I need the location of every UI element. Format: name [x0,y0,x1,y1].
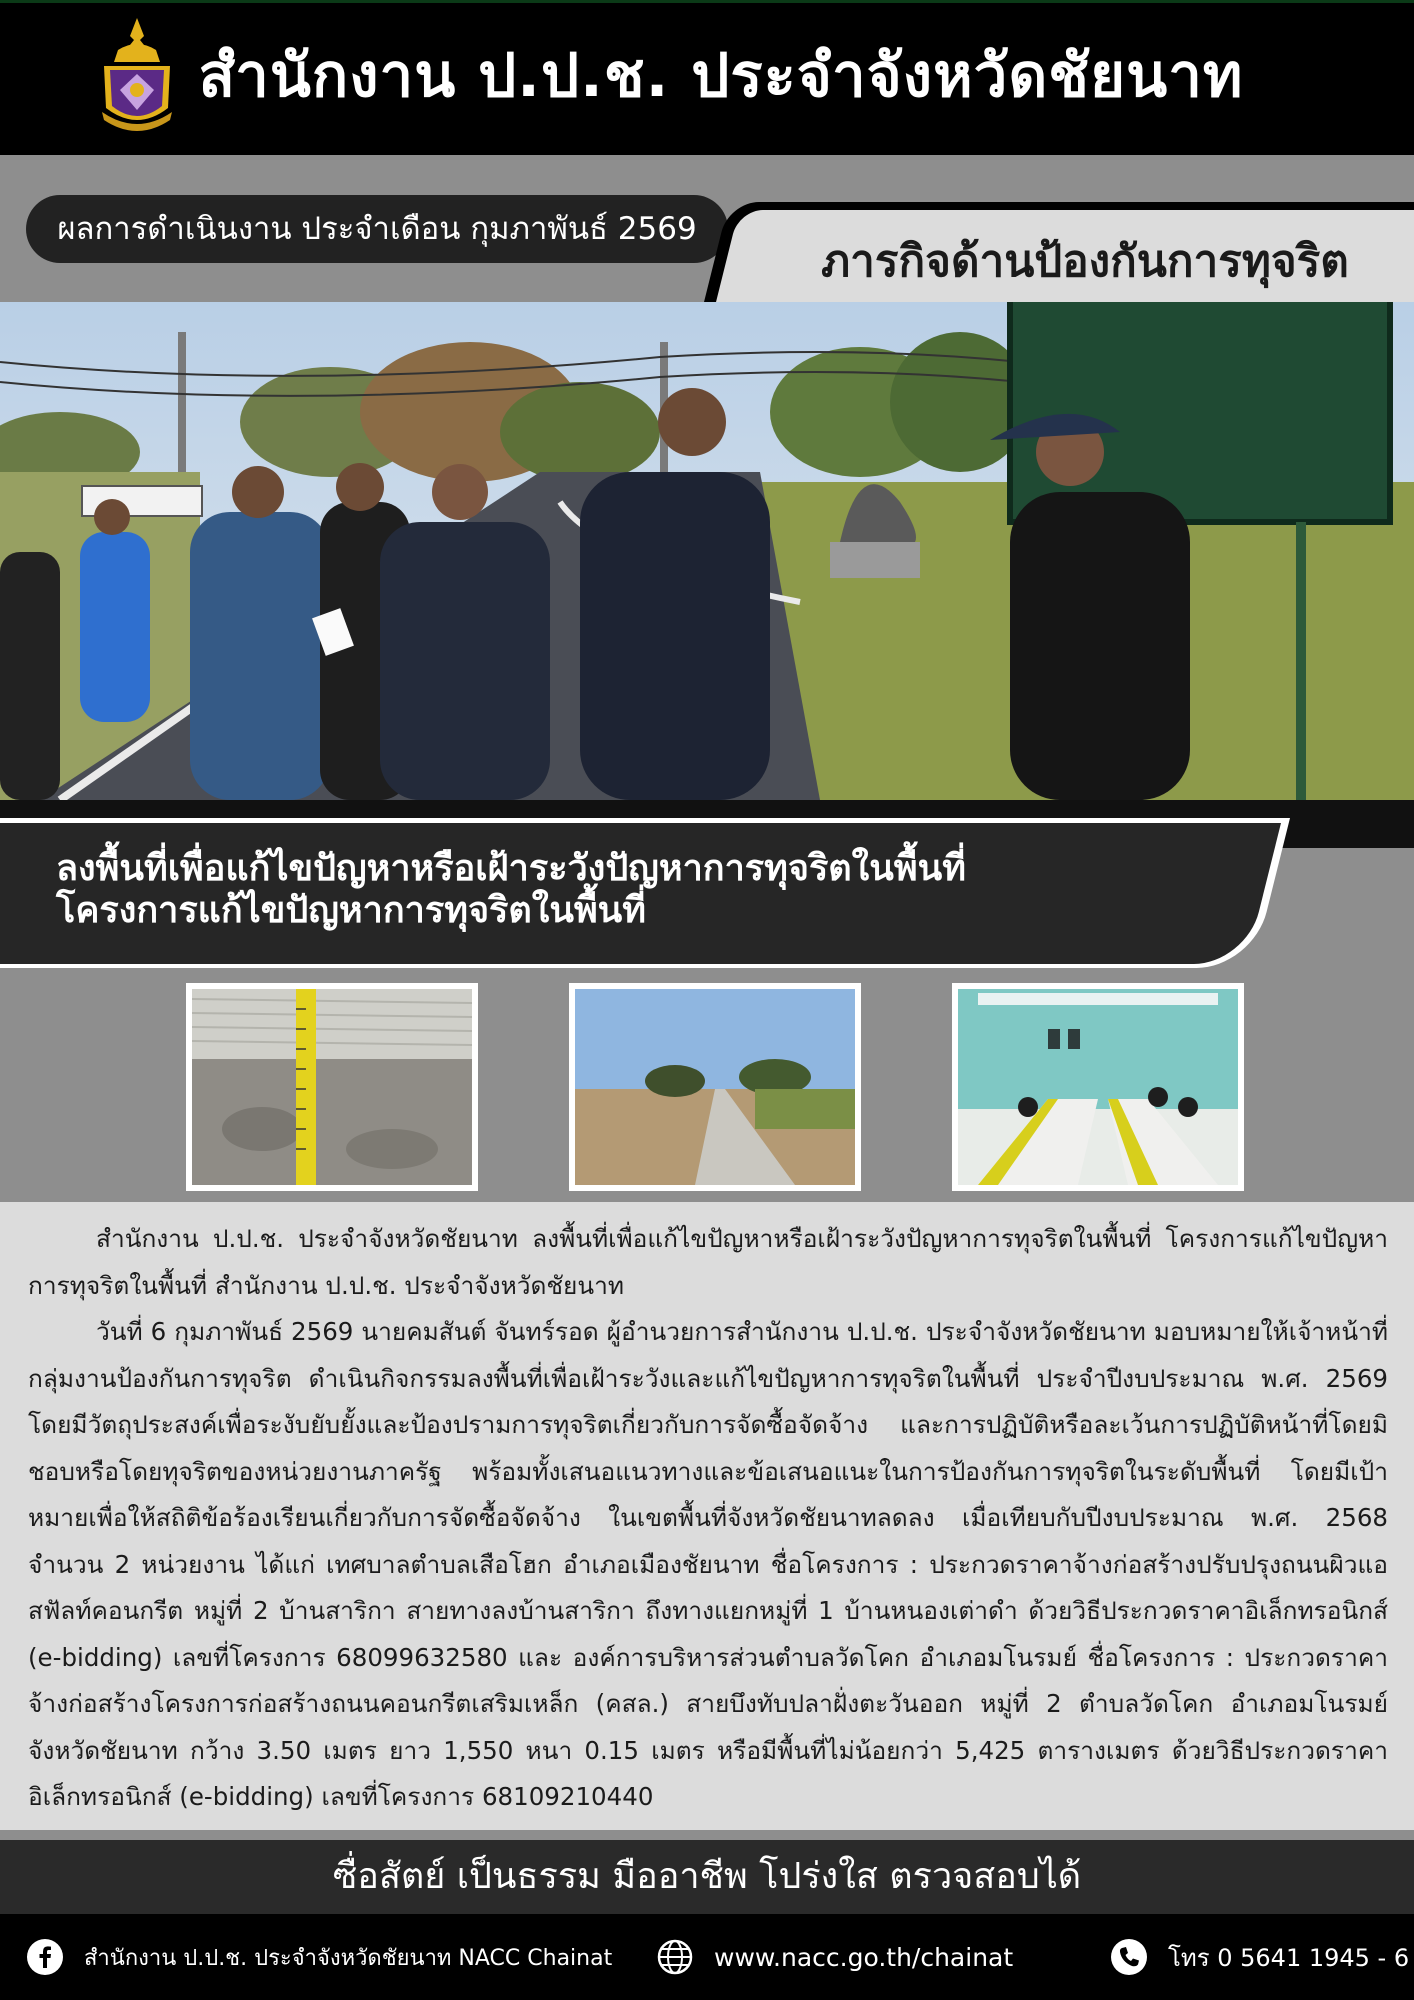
activity-title-line2: โครงการแก้ไขปัญหาการทุจริตในพื้นที่ [56,890,647,932]
footer-website[interactable] [656,1914,1013,2000]
footer-facebook[interactable] [26,1914,612,2000]
facebook-label: สำนักงาน ป.ป.ช. ประจำจังหวัดชัยนาท NACC Chainat [84,1945,613,1971]
activity-title-line1: ลงพื้นที่เพื่อแก้ไขปัญหาหรือเฝ้าระวังปัญหาการทุจริตในพื้นที่ [56,848,966,889]
photo-concrete-road [569,983,861,1191]
footer-phone[interactable] [1110,1914,1409,2000]
photo-concrete-measure [186,983,478,1191]
body-paragraph-2: วันที่ 6 กุมภาพันธ์ 2569 นายคมสันต์ จันทร์รอด ผู้อำนวยการสำนักงาน ป.ป.ช. ประจำจังหวัดชัยนาท มอบหมายให้เจ้าหน้าที่กลุ่มงานป้องกันการทุจริต ดำเนินกิจกรรมลงพื้นที่เพื่อเฝ้าระวังและแก้ไขปัญหาการทุจริตในพื้นที่ ประจำปีงบประมาณ พ.ศ. 2569 โดยมีวัตถุประสงค์เพื่อระงับยับยั้งและป้องปรามการทุจริตเกี่ยวกับการจัดซื้อจัดจ้าง และการปฏิบัติหรือละเว้นการปฏิบัติหน้าที่โดยมิชอบหรือโดยทุจริตของหน่วยงานภาครัฐ พร้อมทั้งเสนอแนวทางและข้อเสนอแนะในการป้องกันการทุจริตในระดับพื้นที่ โดยมีเป้าหมายเพื่อให้สถิติข้อร้องเรียนเกี่ยวกับการจัดซื้อจัดจ้าง ในเขตพื้นที่จังหวัดชัยนาทลดลง เมื่อเทียบกับปีงบประมาณ พ.ศ. 2568 จำนวน 2 หน่วยงาน ได้แก่ เทศบาลตำบลเสือโฮก อำเภอเมืองชัยนาท ชื่อโครงการ : ประกวดราคาจ้างก่อสร้างปรับปรุงถนนผิวแอสฟัลท์คอนกรีต หมู่ที่ 2 บ้านสาริกา สายทางลงบ้านสาริกา ถึงทางแยกหมู่ที่ 1 บ้านหนองเต่าดำ ด้วยวิธีประกวดราคาอิเล็กทรอนิกส์ (e-bidding) เลขที่โครงการ 68099632580 และ องค์การบริหารส่วนตำบลวัดโคก อำเภอมโนรมย์ ชื่อโครงการ : ประกวดราคาจ้างก่อสร้างโครงการก่อสร้างถนนคอนกรีตเสริมเหล็ก (คสล.) สายบึงทับปลาฝั่งตะวันออก หมู่ที่ 2 ตำบลวัดโคก อำเภอมโนรมย์ จังหวัดชัยนาท กว้าง 3.50 เมตร ยาว 1,550 หนา 0.15 เมตร หรือมีพื้นที่ไม่น้อยกว่า 5,425 ตารางเมตร ด้วยวิธีประกวดราคาอิเล็กทรอนิกส์ (e-bidding) เลขที่โครงการ 68109210440 [28,1317,1388,1811]
globe-icon [656,1938,694,1976]
phone-icon [1110,1938,1148,1976]
phone-number: โทร 0 5641 1945 - 6 [1168,1943,1410,1972]
org-title: สำนักงาน ป.ป.ช. ประจำจังหวัดชัยนาท [198,41,1244,111]
hero-photo [0,302,1414,800]
slogan-bar: ซื่อสัตย์ เป็นธรรม มืออาชีพ โปร่งใส ตรวจสอบได้ [0,1840,1414,1914]
body-paragraph-1: สำนักงาน ป.ป.ช. ประจำจังหวัดชัยนาท ลงพื้นที่เพื่อแก้ไขปัญหาหรือเฝ้าระวังปัญหาการทุจริตในพื้นที่ โครงการแก้ไขปัญหาการทุจริตในพื้นที่ สำนักงาน ป.ป.ช. ประจำจังหวัดชัยนาท [28,1224,1388,1300]
body-text [28,1216,1388,1821]
footer [0,1914,1414,2000]
photo-meeting-room [952,983,1244,1191]
activity-title [56,848,1206,933]
facebook-icon [26,1938,64,1976]
month-label-pill: ผลการดำเนินงาน ประจำเดือน กุมภาพันธ์ 2569 [26,195,728,263]
mission-title: ภารกิจด้านป้องกันการทุจริต [821,236,1349,287]
website-link: www.nacc.go.th/chainat [714,1942,1014,1972]
